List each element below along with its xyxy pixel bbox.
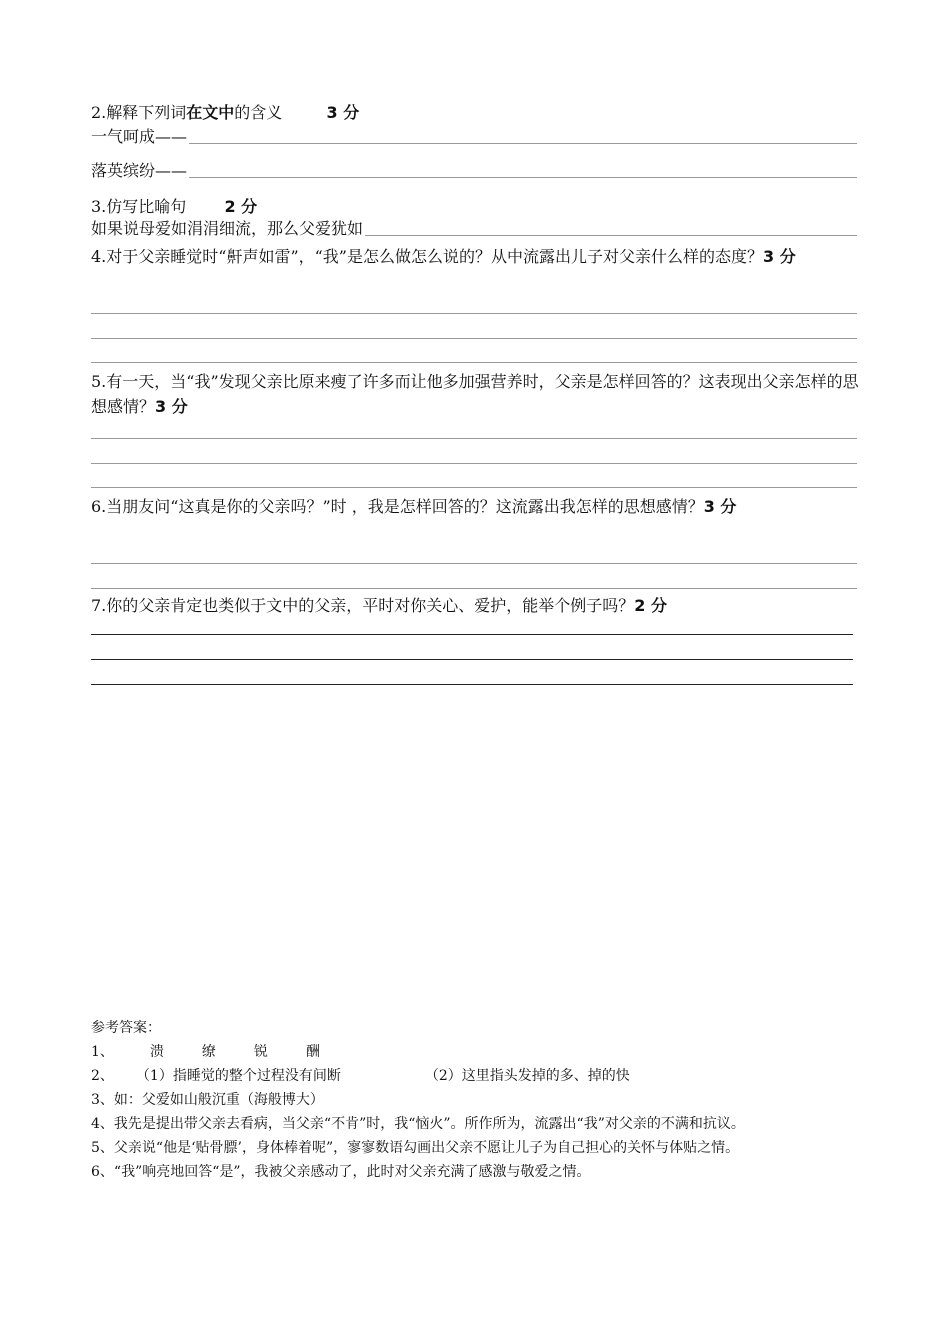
answer-3: 3、如：父爱如山般沉重（海般博大） xyxy=(91,1092,324,1108)
word-2-row xyxy=(91,160,857,182)
question-7-score: 2 分 xyxy=(634,596,667,615)
word-1-label: 一气呵成—— xyxy=(91,127,188,146)
answer-1 xyxy=(91,1040,866,1064)
question-7-answer-line[interactable] xyxy=(91,634,853,635)
question-2-suffix: 的含义 xyxy=(234,103,283,122)
answer-2-part-2: （2）这里指头发掉的多、掉的快 xyxy=(424,1068,630,1084)
word-2-label: 落英缤纷—— xyxy=(91,161,188,180)
question-3-answer-line[interactable] xyxy=(365,235,857,236)
answer-1-word: 溃 xyxy=(149,1044,164,1060)
question-6-body: 6.当朋友问“这真是你的父亲吗？”时 ，我是怎样回答的？这流露出我怎样的思想感情？ xyxy=(91,497,704,516)
question-5-score: 3 分 xyxy=(155,397,188,416)
answer-1-word: 缭 xyxy=(201,1044,216,1060)
answer-1-word: 锐 xyxy=(253,1044,268,1060)
question-4-text xyxy=(91,244,859,269)
answer-5: 5、父亲说“他是‘贴骨膘’，身体棒着呢”，寥寥数语勾画出父亲不愿让儿子为自己担心的关怀与体贴之情。 xyxy=(91,1140,740,1156)
question-3-prompt-row xyxy=(91,218,857,240)
question-7-text xyxy=(91,593,859,618)
question-2-heading xyxy=(91,100,859,125)
answers-title: 参考答案： xyxy=(91,1020,161,1036)
question-4-answer-line[interactable] xyxy=(91,313,857,314)
question-3-heading xyxy=(91,194,257,219)
word-1-answer-line[interactable] xyxy=(189,143,857,144)
answer-4: 4、我先是提出带父亲去看病，当父亲“不肯”时，我“恼火”。所作所为，流露出“我”对父亲的不满和抗议。 xyxy=(91,1116,745,1132)
question-2-emphasis: 在文中 xyxy=(186,103,235,122)
question-4-score: 3 分 xyxy=(763,247,796,266)
answer-1-word: 酬 xyxy=(305,1044,320,1060)
question-3-score: 2 分 xyxy=(224,197,258,216)
question-4-body: 4.对于父亲睡觉时“鼾声如雷”，“我”是怎么做怎么说的？从中流露出儿子对父亲什么样的态度？ xyxy=(91,247,763,266)
question-4-answer-line[interactable] xyxy=(91,362,857,363)
question-7-answer-line[interactable] xyxy=(91,659,853,660)
question-6-answer-line[interactable] xyxy=(91,588,857,589)
question-2-score: 3 分 xyxy=(326,103,360,122)
question-6-score: 3 分 xyxy=(703,497,737,516)
question-2 xyxy=(91,100,859,125)
question-3-prompt: 如果说母爱如涓涓细流，那么父爱犹如 xyxy=(91,219,364,238)
question-5-body: 5.有一天，当“我”发现父亲比原来瘦了许多而让他多加强营养时，父亲是怎样回答的？这表现出父亲怎样的思想感情？ xyxy=(91,372,859,416)
question-3-title: 3.仿写比喻句 xyxy=(91,197,187,216)
answer-1-number: 1、 xyxy=(91,1044,114,1060)
question-2-prefix: 2.解释下列词 xyxy=(91,103,187,122)
question-5-answer-line[interactable] xyxy=(91,463,857,464)
question-5-answer-line[interactable] xyxy=(91,438,857,439)
answer-2 xyxy=(91,1064,866,1088)
question-4-answer-line[interactable] xyxy=(91,338,857,339)
reference-answers xyxy=(91,1016,866,1184)
answer-2-number: 2、 xyxy=(91,1068,114,1084)
question-7-answer-line[interactable] xyxy=(91,684,853,685)
answer-2-part-1: （1）指睡觉的整个过程没有间断 xyxy=(135,1068,341,1084)
word-1-row xyxy=(91,126,857,148)
question-6-text xyxy=(91,494,861,519)
word-2-answer-line[interactable] xyxy=(189,177,857,178)
answer-6: 6、“我”响亮地回答“是”，我被父亲感动了，此时对父亲充满了感激与敬爱之情。 xyxy=(91,1164,591,1180)
question-6-answer-line[interactable] xyxy=(91,563,857,564)
question-5-answer-line[interactable] xyxy=(91,487,857,488)
question-7-body: 7.你的父亲肯定也类似于文中的父亲，平时对你关心、爱护，能举个例子吗？ xyxy=(91,596,635,615)
question-5-text xyxy=(91,369,859,419)
